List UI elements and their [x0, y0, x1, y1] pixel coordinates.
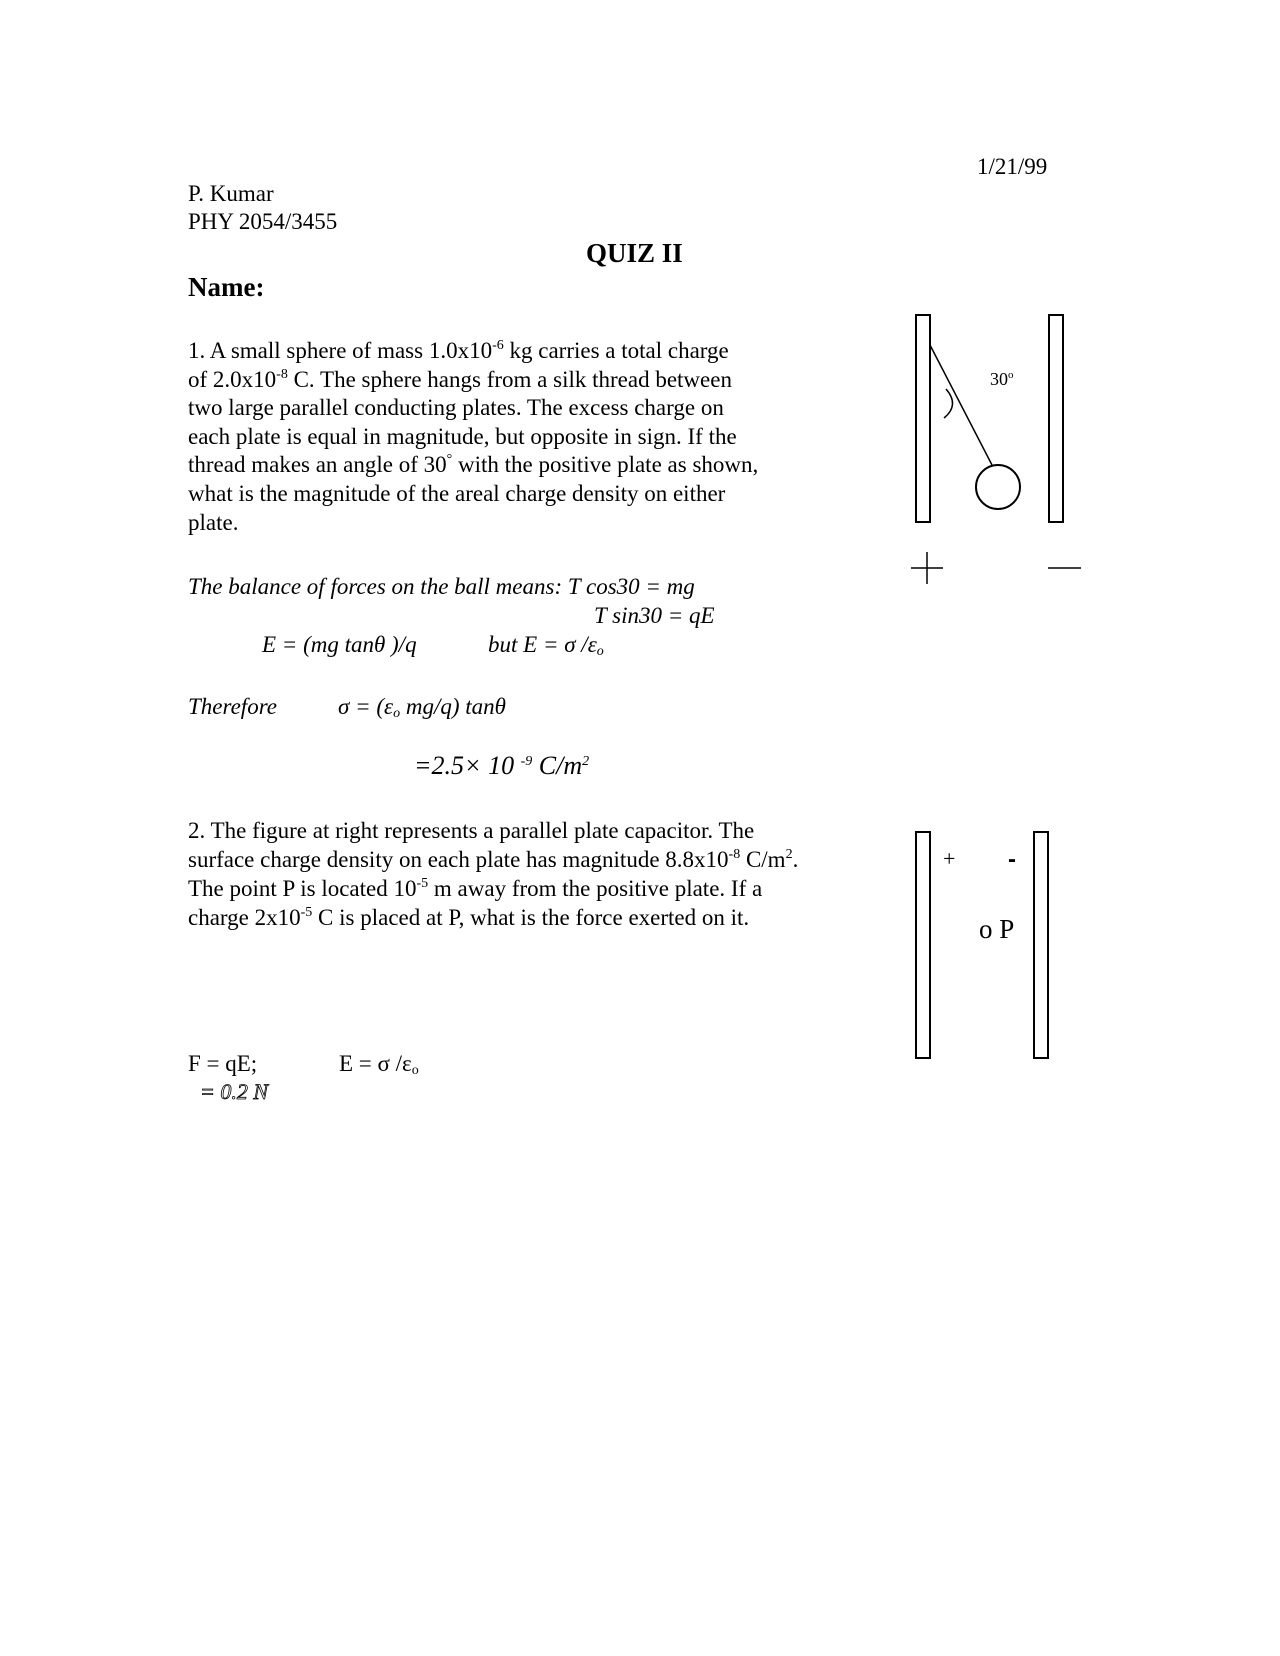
- name-label: Name:: [188, 272, 265, 302]
- sin-equation: T sin30 = qE: [594, 603, 715, 628]
- q1-line: plate.: [188, 510, 239, 535]
- page-title: QUIZ II: [586, 238, 683, 268]
- therefore-label: Therefore: [188, 694, 278, 719]
- q1-result: =2.5× 10 $^{-9}$ $C/m^2$: [414, 751, 590, 780]
- date: 1/21/99: [977, 154, 1048, 179]
- course: PHY 2054/3455: [188, 209, 338, 234]
- q1-line: thread makes an angle of 30° with the positive plate as shown,: [188, 452, 759, 477]
- negative-plate: [1034, 832, 1048, 1058]
- positive-plate: [916, 832, 930, 1058]
- q1-line: 1. A small sphere of mass $1.0x10^{-6}$ kg carries a total charge: [188, 338, 729, 363]
- q2-line: surface charge density on each plate has magnitude $8.8x10^{-8}$ $C/m^2$.: [188, 847, 799, 872]
- angle-label: 30$^o$: [990, 369, 1014, 389]
- sphere: [976, 465, 1020, 509]
- q1-line: of $2.0x10^{-8}$ C. The sphere hangs from a silk thread between: [188, 367, 732, 392]
- pendulum-figure: [900, 305, 1100, 605]
- q2-line: The point P is located $10^{-5}$ m away from the positive plate. If a: [188, 876, 763, 901]
- field-equation: E = σ $/\varepsilon_o$: [339, 1051, 419, 1078]
- negative-plate: [1049, 315, 1063, 522]
- angle-arc: [944, 389, 953, 418]
- point-p-label: o P: [979, 914, 1015, 944]
- but-equation: but E = σ $/\varepsilon_o$: [488, 632, 604, 659]
- e-equation: E = (mg tanθ )/q: [262, 632, 417, 657]
- author: P. Kumar: [188, 181, 274, 206]
- q2-line: charge $2x10^{-5}$ C is placed at P, what is the force exerted on it.: [188, 905, 750, 930]
- q1-line: two large parallel conducting plates. The excess charge on: [188, 395, 724, 420]
- capacitor-minus-label: -: [1008, 846, 1016, 873]
- thread: [930, 345, 992, 465]
- q2-answer: = 0.2 N: [200, 1079, 269, 1104]
- q1-line: each plate is equal in magnitude, but opposite in sign. If the: [188, 424, 737, 449]
- sigma-equation: $\sigma = (\varepsilon_o$ mg/q) tanθ: [338, 694, 506, 721]
- positive-plate: [916, 315, 930, 522]
- force-equation: F = qE;: [188, 1051, 258, 1076]
- q2-line: 2. The figure at right represents a parallel plate capacitor. The: [188, 818, 755, 843]
- balance-equation: The balance of forces on the ball means: T cos30 = mg: [188, 574, 695, 599]
- capacitor-plus-label: +: [943, 846, 956, 871]
- q1-line: what is the magnitude of the areal charge density on either: [188, 481, 726, 506]
